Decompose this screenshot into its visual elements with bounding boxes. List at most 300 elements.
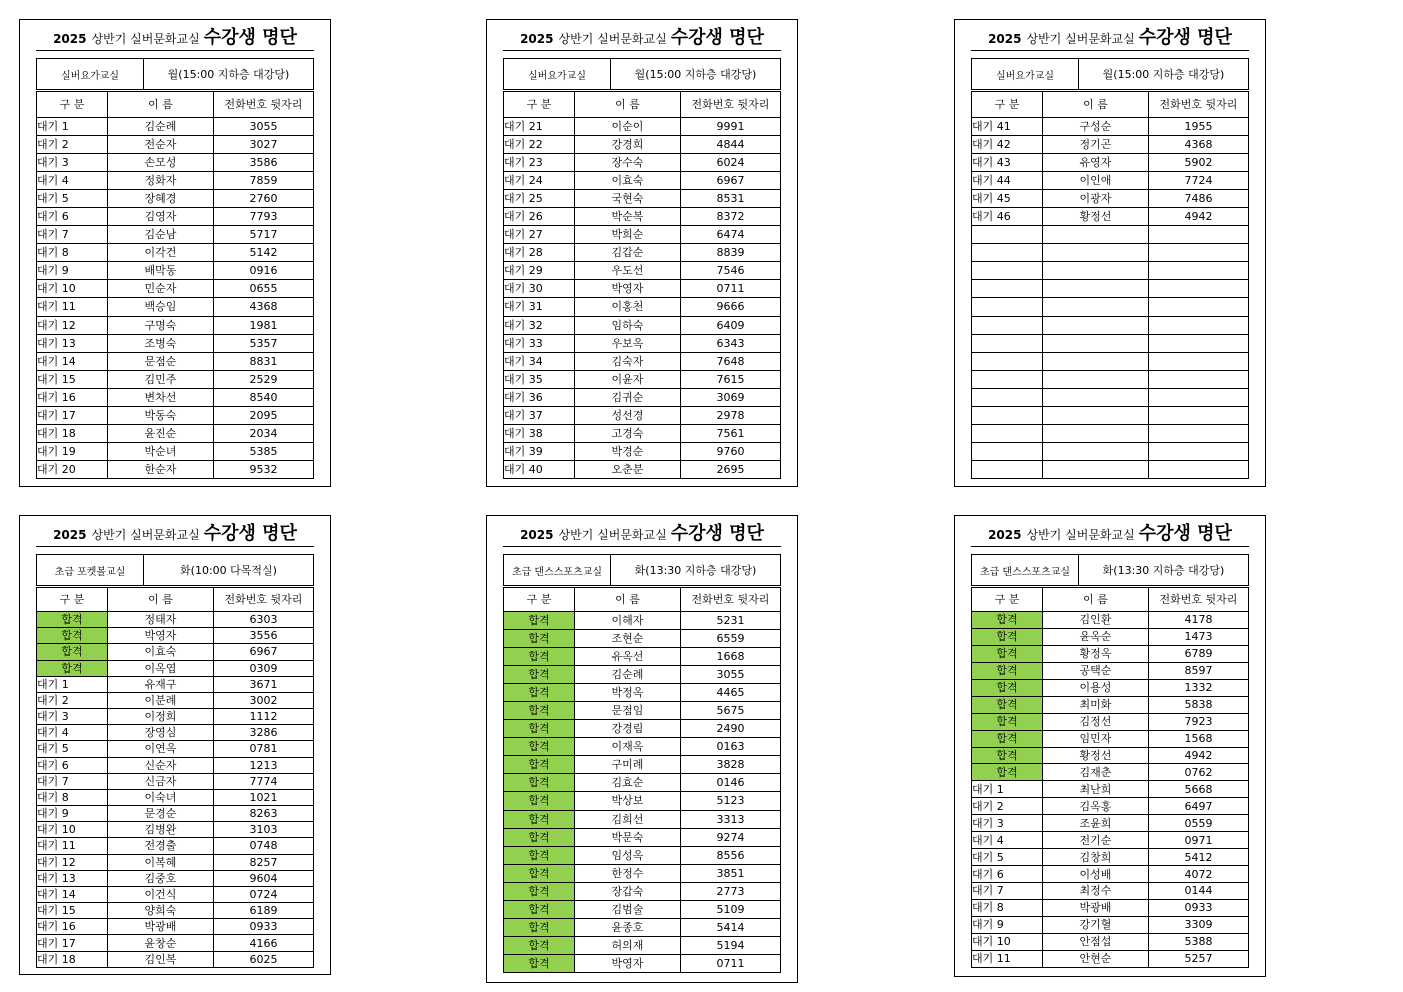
roster-table (503, 587, 781, 973)
row-name: 전경출 (108, 838, 214, 854)
row-division: 대기 2 (37, 136, 108, 154)
row-division: 합격 (504, 648, 575, 666)
title-year: 2025 (988, 528, 1022, 542)
row-name: 정태자 (108, 612, 214, 628)
row-division: 대기 4 (37, 725, 108, 741)
row-name: 김귀순 (575, 388, 681, 406)
row-division: 대기 10 (972, 933, 1043, 950)
row-phone: 6789 (1149, 645, 1249, 662)
row-division: 합격 (504, 918, 575, 936)
row-phone: 0711 (681, 280, 781, 298)
row-phone: 5123 (681, 792, 781, 810)
row-name: 손모성 (108, 154, 214, 172)
row-phone: 5385 (214, 442, 314, 460)
table-row (972, 406, 1249, 424)
row-name: 김정선 (1043, 713, 1149, 730)
row-division: 대기 9 (37, 806, 108, 822)
row-division: 대기 43 (972, 154, 1043, 172)
row-division: 대기 19 (37, 442, 108, 460)
row-name (1043, 262, 1149, 280)
title-subtitle: 상반기 실버문화교실 (558, 32, 667, 46)
table-row (37, 757, 314, 773)
table-row (37, 709, 314, 725)
row-phone: 2978 (681, 406, 781, 424)
table-row (504, 954, 781, 972)
table-row (972, 832, 1249, 849)
row-division: 대기 17 (37, 935, 108, 951)
class-name: 초급 댄스스포츠교실 (972, 555, 1079, 585)
table-row (972, 316, 1249, 334)
row-phone: 7615 (681, 370, 781, 388)
row-division: 합격 (504, 702, 575, 720)
row-name: 박광배 (108, 919, 214, 935)
table-row (37, 118, 314, 136)
row-name: 이윤자 (575, 370, 681, 388)
row-phone: 8831 (214, 352, 314, 370)
row-name: 이해자 (575, 612, 681, 630)
table-row (37, 919, 314, 935)
row-phone: 3313 (681, 810, 781, 828)
table-row (37, 208, 314, 226)
table-row (37, 903, 314, 919)
table-row (37, 773, 314, 789)
row-division: 대기 17 (37, 406, 108, 424)
row-name: 전순자 (108, 136, 214, 154)
table-row (37, 870, 314, 886)
table-row (972, 645, 1249, 662)
row-name: 유재구 (108, 676, 214, 692)
row-name: 유옥선 (575, 648, 681, 666)
row-phone: 2773 (681, 882, 781, 900)
header-row (972, 588, 1249, 612)
row-division: 대기 9 (972, 916, 1043, 933)
row-division (972, 334, 1043, 352)
row-name: 박순복 (575, 208, 681, 226)
row-division: 합격 (972, 730, 1043, 747)
row-phone: 3586 (214, 154, 314, 172)
row-name: 이각건 (108, 244, 214, 262)
table-row (37, 789, 314, 805)
table-row (504, 828, 781, 846)
row-division: 대기 14 (37, 886, 108, 902)
row-phone: 6967 (214, 644, 314, 660)
roster-table (971, 587, 1249, 968)
row-phone: 6559 (681, 630, 781, 648)
row-division: 대기 7 (37, 773, 108, 789)
table-row (504, 864, 781, 882)
header-name: 이 름 (1043, 92, 1149, 118)
table-row (37, 725, 314, 741)
row-phone: 0971 (1149, 832, 1249, 849)
row-division: 대기 6 (37, 757, 108, 773)
row-name: 임성옥 (575, 846, 681, 864)
table-row (504, 774, 781, 792)
header-row (504, 588, 781, 612)
row-name: 조윤희 (1043, 815, 1149, 832)
table-row (972, 899, 1249, 916)
table-row (972, 696, 1249, 713)
header-row (37, 92, 314, 118)
table-row (37, 316, 314, 334)
table-row (972, 662, 1249, 679)
row-division (972, 298, 1043, 316)
row-division (972, 460, 1043, 478)
row-division: 대기 10 (37, 280, 108, 298)
roster-table (503, 91, 781, 479)
row-name: 고경숙 (575, 424, 681, 442)
row-phone: 5388 (1149, 933, 1249, 950)
row-name: 장영심 (108, 725, 214, 741)
row-division: 대기 7 (37, 226, 108, 244)
table-row (972, 866, 1249, 883)
row-phone: 5675 (681, 702, 781, 720)
row-phone: 5357 (214, 334, 314, 352)
row-name: 김영자 (108, 208, 214, 226)
row-phone: 5109 (681, 900, 781, 918)
table-row (504, 684, 781, 702)
row-division: 대기 1 (972, 781, 1043, 798)
row-division: 대기 38 (504, 424, 575, 442)
title-year: 2025 (53, 528, 87, 542)
table-row (37, 660, 314, 676)
roster-card-2 (486, 19, 798, 487)
header-phone: 전화번호 뒷자리 (681, 588, 781, 612)
row-name: 이효숙 (108, 644, 214, 660)
row-phone: 2490 (681, 720, 781, 738)
class-info (971, 58, 1249, 90)
table-row (37, 854, 314, 870)
row-division: 대기 3 (37, 709, 108, 725)
table-row (504, 612, 781, 630)
row-division: 합격 (504, 936, 575, 954)
table-row (972, 764, 1249, 781)
row-phone: 1213 (214, 757, 314, 773)
row-name: 안현순 (1043, 950, 1149, 967)
row-division: 대기 5 (972, 849, 1043, 866)
header-name: 이 름 (575, 92, 681, 118)
table-row (972, 226, 1249, 244)
row-name: 국현숙 (575, 190, 681, 208)
class-name: 실버요가교실 (972, 59, 1079, 89)
roster-table (36, 587, 314, 968)
class-info (503, 554, 781, 586)
row-division (972, 262, 1043, 280)
row-division: 대기 18 (37, 951, 108, 967)
row-division: 합격 (37, 644, 108, 660)
row-division: 대기 37 (504, 406, 575, 424)
row-phone: 1981 (214, 316, 314, 334)
row-phone (1149, 352, 1249, 370)
row-phone: 4942 (1149, 208, 1249, 226)
table-row (37, 424, 314, 442)
row-phone (1149, 424, 1249, 442)
table-row (504, 460, 781, 478)
row-phone: 1332 (1149, 679, 1249, 696)
row-phone: 8540 (214, 388, 314, 406)
row-phone: 1568 (1149, 730, 1249, 747)
row-division: 대기 27 (504, 226, 575, 244)
table-row (504, 262, 781, 280)
roster-card-6 (954, 515, 1266, 977)
row-phone: 3851 (681, 864, 781, 882)
header-division: 구 분 (972, 588, 1043, 612)
row-name: 박문숙 (575, 828, 681, 846)
title-year: 2025 (988, 32, 1022, 46)
title-main: 수강생 명단 (670, 27, 764, 48)
row-name: 김병완 (108, 822, 214, 838)
row-phone: 4844 (681, 136, 781, 154)
title-year: 2025 (520, 528, 554, 542)
row-division: 대기 21 (504, 118, 575, 136)
row-division: 합격 (504, 810, 575, 828)
table-row (972, 280, 1249, 298)
row-name: 윤창순 (108, 935, 214, 951)
table-row (972, 190, 1249, 208)
row-phone: 4368 (214, 298, 314, 316)
row-division: 대기 2 (37, 692, 108, 708)
row-name: 신순자 (108, 757, 214, 773)
row-division: 합격 (972, 713, 1043, 730)
table-row (37, 334, 314, 352)
row-phone: 0163 (681, 738, 781, 756)
row-division: 대기 25 (504, 190, 575, 208)
row-phone (1149, 388, 1249, 406)
table-row (37, 352, 314, 370)
class-schedule: 월(15:00 지하층 대강당) (167, 68, 290, 81)
row-division (972, 388, 1043, 406)
table-row (972, 460, 1249, 478)
class-name: 초급 포켓볼교실 (37, 555, 144, 585)
row-division: 합격 (972, 747, 1043, 764)
table-row (972, 798, 1249, 815)
row-phone: 9532 (214, 460, 314, 478)
row-name: 문점순 (108, 352, 214, 370)
row-division: 대기 39 (504, 442, 575, 460)
row-phone: 5414 (681, 918, 781, 936)
table-row (504, 244, 781, 262)
roster-table (971, 91, 1249, 479)
table-row (37, 244, 314, 262)
row-name (1043, 334, 1149, 352)
title-year: 2025 (53, 32, 87, 46)
row-phone: 0144 (1149, 883, 1249, 900)
row-division: 대기 4 (37, 172, 108, 190)
row-division: 대기 42 (972, 136, 1043, 154)
row-name: 정기곤 (1043, 136, 1149, 154)
table-row (972, 352, 1249, 370)
row-phone: 5231 (681, 612, 781, 630)
roster-card-3 (954, 19, 1266, 487)
row-name: 구성순 (1043, 118, 1149, 136)
card-title (36, 522, 314, 547)
class-schedule: 월(15:00 지하층 대강당) (1102, 68, 1225, 81)
row-division: 대기 32 (504, 316, 575, 334)
row-phone: 3671 (214, 676, 314, 692)
row-phone: 6474 (681, 226, 781, 244)
row-name: 한순자 (108, 460, 214, 478)
row-name: 박상보 (575, 792, 681, 810)
table-row (972, 370, 1249, 388)
row-name: 이인애 (1043, 172, 1149, 190)
row-phone: 9666 (681, 298, 781, 316)
row-name (1043, 424, 1149, 442)
table-row (972, 950, 1249, 967)
row-name: 문점임 (575, 702, 681, 720)
row-name: 김순례 (108, 118, 214, 136)
table-row (504, 810, 781, 828)
row-division: 대기 41 (972, 118, 1043, 136)
row-name: 양희숙 (108, 903, 214, 919)
row-division: 합격 (972, 628, 1043, 645)
row-division: 대기 44 (972, 172, 1043, 190)
row-name: 김민주 (108, 370, 214, 388)
table-row (504, 846, 781, 864)
row-phone: 7486 (1149, 190, 1249, 208)
row-name: 강기혈 (1043, 916, 1149, 933)
row-division: 합격 (504, 882, 575, 900)
row-division: 대기 8 (972, 899, 1043, 916)
table-row (972, 172, 1249, 190)
header-division: 구 분 (37, 588, 108, 612)
row-name: 김범술 (575, 900, 681, 918)
row-division: 대기 18 (37, 424, 108, 442)
row-phone (1149, 262, 1249, 280)
title-subtitle: 상반기 실버문화교실 (91, 32, 200, 46)
row-name: 김숙자 (575, 352, 681, 370)
header-phone: 전화번호 뒷자리 (1149, 92, 1249, 118)
class-schedule: 화(13:30 지하층 대강당) (634, 564, 757, 577)
row-division: 대기 1 (37, 676, 108, 692)
row-phone: 3002 (214, 692, 314, 708)
row-division: 대기 1 (37, 118, 108, 136)
row-phone: 2529 (214, 370, 314, 388)
row-division: 합격 (972, 764, 1043, 781)
table-row (972, 730, 1249, 747)
row-phone: 8839 (681, 244, 781, 262)
table-row (504, 882, 781, 900)
table-row (37, 406, 314, 424)
row-division: 합격 (972, 662, 1043, 679)
row-division: 합격 (504, 630, 575, 648)
row-division: 대기 24 (504, 172, 575, 190)
row-name: 정화자 (108, 172, 214, 190)
row-name (1043, 442, 1149, 460)
row-name: 문경순 (108, 806, 214, 822)
row-division: 합격 (504, 828, 575, 846)
row-name: 김옥홍 (1043, 798, 1149, 815)
row-phone: 8597 (1149, 662, 1249, 679)
row-phone: 3055 (681, 666, 781, 684)
row-name: 이숙녀 (108, 789, 214, 805)
row-phone: 1021 (214, 789, 314, 805)
row-division: 합격 (972, 612, 1043, 629)
row-division: 대기 6 (972, 866, 1043, 883)
table-row (972, 679, 1249, 696)
row-phone: 6189 (214, 903, 314, 919)
row-division: 합격 (504, 738, 575, 756)
table-row (972, 628, 1249, 645)
card-title (36, 26, 314, 51)
row-division: 대기 5 (37, 741, 108, 757)
row-name: 변차선 (108, 388, 214, 406)
header-division: 구 분 (504, 588, 575, 612)
row-name (1043, 244, 1149, 262)
class-name: 실버요가교실 (37, 59, 144, 89)
row-phone (1149, 460, 1249, 478)
row-name: 민순자 (108, 280, 214, 298)
row-division (972, 280, 1043, 298)
header-row (972, 92, 1249, 118)
row-division (972, 352, 1043, 370)
row-phone (1149, 316, 1249, 334)
row-phone: 6967 (681, 172, 781, 190)
row-name: 이재옥 (575, 738, 681, 756)
row-phone: 2760 (214, 190, 314, 208)
row-division: 합격 (504, 720, 575, 738)
table-row (504, 316, 781, 334)
row-division (972, 244, 1043, 262)
row-phone: 0655 (214, 280, 314, 298)
row-division: 합격 (504, 774, 575, 792)
row-name: 최정수 (1043, 883, 1149, 900)
row-name: 강경희 (575, 136, 681, 154)
row-phone: 3055 (214, 118, 314, 136)
table-row (37, 226, 314, 244)
table-row (37, 838, 314, 854)
row-name: 한정수 (575, 864, 681, 882)
row-division: 대기 4 (972, 832, 1043, 849)
row-name: 조현순 (575, 630, 681, 648)
table-row (972, 298, 1249, 316)
row-division (972, 442, 1043, 460)
table-row (972, 262, 1249, 280)
row-phone (1149, 406, 1249, 424)
table-row (972, 933, 1249, 950)
row-phone (1149, 280, 1249, 298)
row-division: 대기 13 (37, 334, 108, 352)
row-phone: 6409 (681, 316, 781, 334)
row-phone: 3556 (214, 628, 314, 644)
row-name (1043, 280, 1149, 298)
row-phone: 3309 (1149, 916, 1249, 933)
table-row (504, 190, 781, 208)
row-division: 대기 5 (37, 190, 108, 208)
table-row (504, 442, 781, 460)
row-phone: 0748 (214, 838, 314, 854)
table-row (972, 781, 1249, 798)
row-name: 공택순 (1043, 662, 1149, 679)
row-division: 합격 (972, 645, 1043, 662)
row-phone: 6024 (681, 154, 781, 172)
row-name: 임하숙 (575, 316, 681, 334)
header-division: 구 분 (504, 92, 575, 118)
row-phone: 2095 (214, 406, 314, 424)
row-division: 대기 45 (972, 190, 1043, 208)
table-row (37, 741, 314, 757)
row-phone: 1112 (214, 709, 314, 725)
header-phone: 전화번호 뒷자리 (214, 588, 314, 612)
row-division: 대기 16 (37, 919, 108, 935)
row-phone: 2034 (214, 424, 314, 442)
roster-card-5 (486, 515, 798, 983)
header-name: 이 름 (575, 588, 681, 612)
row-division: 대기 12 (37, 316, 108, 334)
row-name (1043, 406, 1149, 424)
table-row (504, 334, 781, 352)
row-name: 박동숙 (108, 406, 214, 424)
row-name: 강경림 (575, 720, 681, 738)
table-row (972, 208, 1249, 226)
